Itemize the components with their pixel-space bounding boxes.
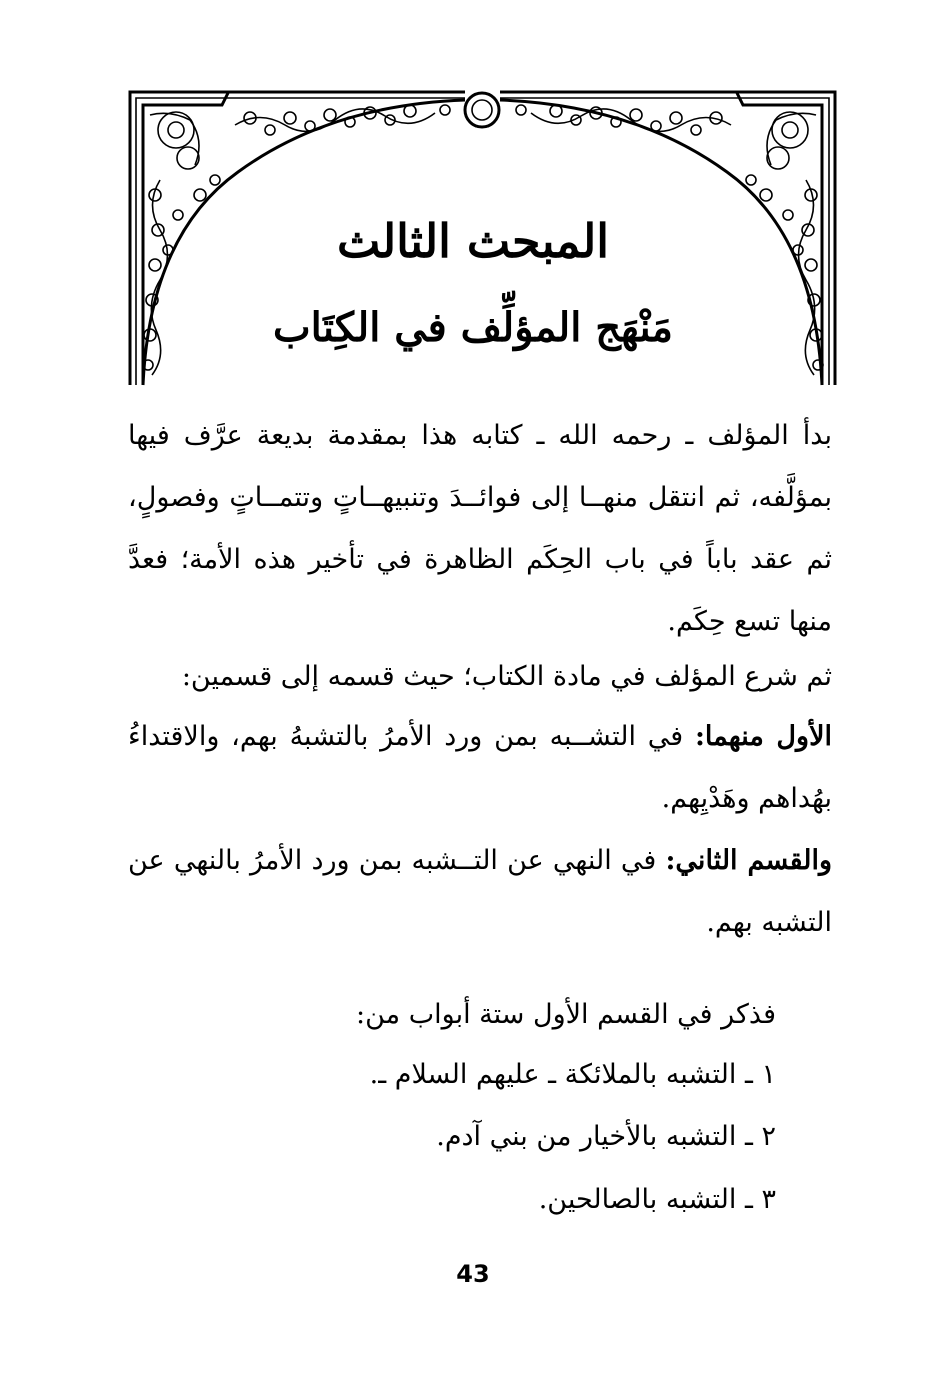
list-item: ٣ ـ التشبه بالصالحين. bbox=[538, 1184, 776, 1215]
first-section-label: الأول منهما: bbox=[694, 721, 832, 752]
first-section-text: في التشــبه بمن ورد الأمرُ بالتشبهُ بهم، والاقتداءُ بهُداهم وهَدْيِهم. bbox=[128, 721, 832, 814]
second-section-label: والقسم الثاني: bbox=[665, 845, 832, 876]
first-section-paragraph bbox=[128, 706, 832, 830]
second-section-text: في النهي عن التــشبه بمن ورد الأمرُ بالنهي عن التشبه بهم. bbox=[128, 845, 832, 938]
second-section-paragraph bbox=[128, 830, 832, 954]
page-number: 43 bbox=[456, 1260, 490, 1288]
list-item: ١ ـ التشبه بالملائكة ـ عليهم السلام ـ. bbox=[369, 1059, 776, 1090]
list-item: ٢ ـ التشبه بالأخيار من بني آدم. bbox=[436, 1121, 776, 1152]
section-subtitle: مَنْهَج المؤلِّف في الكِتَاب bbox=[273, 304, 673, 351]
chapter-title: المبحث الثالث bbox=[336, 214, 610, 268]
intro-paragraph: بدأ المؤلف ـ رحمه الله ـ كتابه هذا بمقدمة بديعة عرَّف فيها بمؤلَّفه، ثم انتقل منهــا إلى فوائــدَ وتنبيهــاتٍ وتتمــاتٍ وفصولٍ، ثم عقد باباً في باب الحِكَم الظاهرة في تأخير هذه الأمة؛ فعدَّ منها تسع حِكَم. bbox=[128, 420, 832, 637]
division-paragraph: ثم شرع المؤلف في مادة الكتاب؛ حيث قسمه إلى قسمين: bbox=[181, 661, 832, 692]
list-intro: فذكر في القسم الأول ستة أبواب من: bbox=[356, 999, 776, 1030]
